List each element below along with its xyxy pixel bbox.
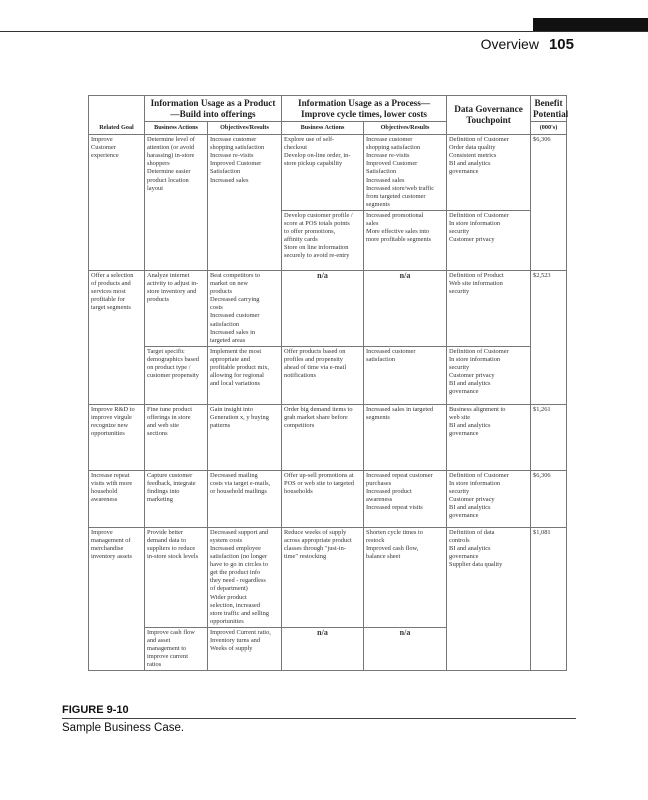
governance-header: Data Governance Touchpoint [447,96,531,135]
benefit-cell: $1,081 [531,527,567,671]
product-objectives-cell: Increase customer shopping satisfaction Increase re-visits Improved Customer Satisfaction Increased sales [208,135,282,211]
process-objectives-na: n/a [364,270,447,346]
process-actions-cell: Reduce weeks of supply across appropriate product classes through "just-in- time" restocking [282,527,364,627]
goal-cell: Improve R&D to improve virgule recognize new opportunities [89,404,145,470]
goal-cell: Improve Customer experience [89,135,145,271]
product-actions-cell: Fine tune product offerings in store and web site sections [145,404,208,470]
benefit-cell: $6,306 [531,135,567,271]
product-objectives-cell [208,210,282,270]
product-actions-cell [145,210,208,270]
product-objectives-cell: Improved Current ratio, Inventory turns and Weeks of supply [208,627,282,670]
page-number: 105 [548,36,574,53]
section-title: Overview [480,36,539,52]
product-actions-cell: Determine level of attention (or avoid harassing) in-store shoppers Determine easier product location layout [145,135,208,211]
process-actions-na: n/a [282,627,364,670]
business-case-table [88,95,567,671]
process-objectives-na: n/a [364,627,447,670]
col-header-process-objectives: Objectives/Results [364,122,447,135]
table-row [89,404,567,470]
process-group-header: Information Usage as a Process—Improve cycle times, lower costs [282,96,447,122]
figure-rule [62,718,576,719]
process-objectives-cell: Shorten cycle times to restock Improved cash flow, balance sheet [364,527,447,627]
table-row [89,210,567,270]
benefit-cell: $2,523 [531,270,567,404]
col-header-product-actions: Business Actions [145,122,208,135]
product-objectives-cell: Gain insight into Generation x, y buying patterns [208,404,282,470]
benefit-cell: $6,306 [531,470,567,527]
product-actions-cell: Target specific demographics based on product type / customer propensity [145,346,208,404]
governance-cell: Definition of Customer Order data quality Consistent metrics BI and analytics governance [447,135,531,211]
process-actions-cell: Offer up-sell promotions at POS or web site to targeted households [282,470,364,527]
product-group-header: Information Usage as a Product—Build into offerings [145,96,282,122]
process-objectives-cell: Increased repeat customer purchases Increased product awareness Increased repeat visits [364,470,447,527]
product-objectives-cell: Decreased mailing costs via target e-mails, or household mailings [208,470,282,527]
figure-caption: Sample Business Case. [62,722,185,734]
process-actions-cell: Explore use of self- checkout Develop on-line order, in- store pickup capability [282,135,364,211]
goal-cell: Increase repeat visits with more household awareness [89,470,145,527]
governance-cell: Definition of Customer In store information security Customer privacy BI and analytics governance [447,470,531,527]
benefit-header: Benefit Potential [531,96,567,122]
col-header-process-actions: Business Actions [282,122,364,135]
product-objectives-cell: Implement the most appropriate and profitable product mix, allowing for regional and local variations [208,346,282,404]
header-spacer [89,96,145,122]
header-rule [0,31,648,32]
governance-cell: Business alignment to web site BI and analytics governance [447,404,531,470]
product-actions-cell: Provide better demand data to suppliers to reduce in-store stock levels [145,527,208,627]
product-objectives-cell: Beat competitors to market on new products Decreased carrying costs Increased customer satisfaction Increased sales in targeted areas [208,270,282,346]
governance-cell: Definition of data controls BI and analytics governance Supplier data quality [447,527,531,671]
process-objectives-cell: Increased promotional sales More effective sales into more profitable segments [364,210,447,270]
table-row [89,346,567,404]
process-actions-na: n/a [282,270,364,346]
business-case-table-wrap [88,95,569,671]
process-actions-cell: Develop customer profile / score at POS totals points to offer promotions, affinity cards Store on line information securely to avoid re-entry [282,210,364,270]
table-row [89,527,567,627]
process-objectives-cell: Increased sales in targeted segments [364,404,447,470]
benefit-cell: $1,261 [531,404,567,470]
table-row [89,470,567,527]
product-actions-cell: Improve cash flow and asset management to improve current ratios [145,627,208,670]
product-actions-cell: Capture customer feedback, integrate findings into marketing [145,470,208,527]
process-objectives-cell: Increase customer shopping satisfaction Increase re-visits Improved Customer Satisfaction Increased sales Increased store/web traffic from targeted customer segments [364,135,447,211]
page-header [481,36,574,53]
product-actions-cell: Analyze internet activity to adjust in- store inventory and products [145,270,208,346]
process-actions-cell: Offer products based on profiles and propensity ahead of time via e-mail notifications [282,346,364,404]
governance-cell: Definition of Customer In store information security Customer privacy BI and analytics governance [447,346,531,404]
table-row [89,135,567,211]
header-bar [533,18,648,32]
figure-label: FIGURE 9-10 [62,704,129,716]
product-objectives-cell: Decreased support and system costs Increased employee satisfaction (no longer have to go in circles to get the product info they need - regardless of department) Wider product selection, increased store traffic and selling opportunities [208,527,282,627]
table-row [89,270,567,346]
process-actions-cell: Order big demand items to grab market share before competitors [282,404,364,470]
col-header-product-objectives: Objectives/Results [208,122,282,135]
process-objectives-cell: Increased customer satisfaction [364,346,447,404]
governance-cell: Definition of Product Web site information security [447,270,531,346]
goal-cell: Improve management of merchandise inventory assets [89,527,145,671]
goal-cell: Offer a selection of products and services most profitable for target segments [89,270,145,404]
governance-cell: Definition of Customer In store information security Customer privacy [447,210,531,270]
col-header-goal: Related Goal [89,122,145,135]
col-header-benefit-units: (000's) [531,122,567,135]
